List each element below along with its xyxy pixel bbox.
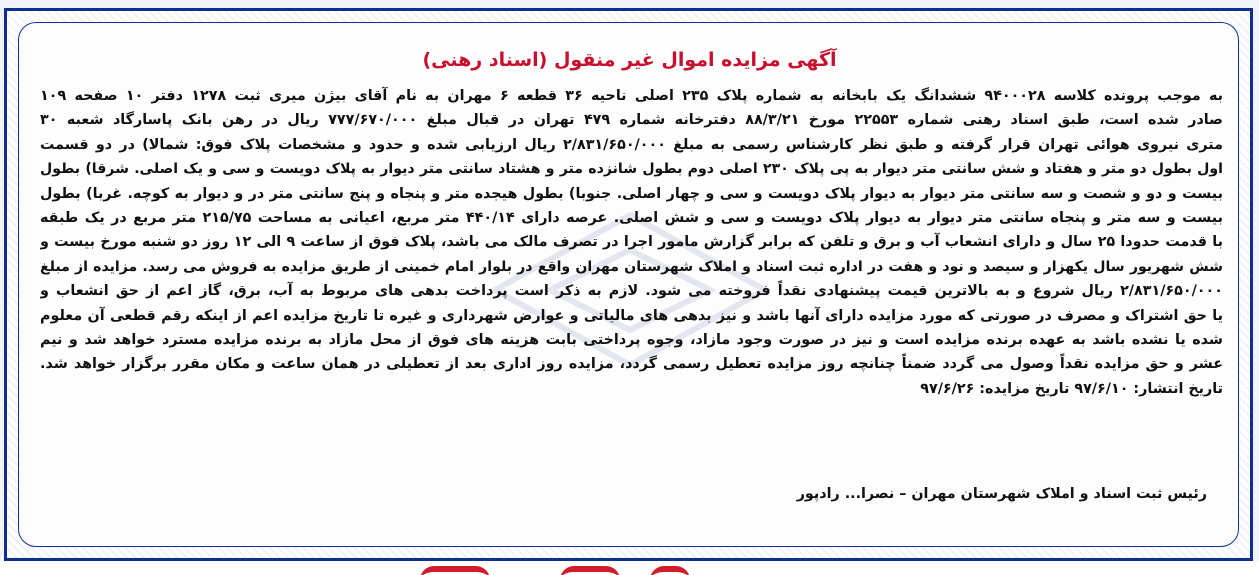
body-line-8: شش شهریور سال یکهزار و سیصد و نود و هفت در اداره ثبت اسناد و املاک شهرستان مهران واقع در بلوار امام خمینی از طریق مزایده به فروش می رسد. مزایده از مبلغ — [40, 258, 1223, 275]
body-line-4: اول بطول دو متر و هفتاد و شش سانتی متر دیوار به پی پلاک ۲۳۰ اصلی دوم بطول شانزده متر و هشتاد سانتی متر دیوار به پلاک دویست و سی و یک اصلی. شرقا) بطول — [40, 161, 1223, 178]
body-line-6: بیست و سه متر و پنجاه سانتی متر دیوار به دیوار پلاک دویست و سی و شش اصلی. عرصه دارای ۴۴۰/۱۴ متر مربع، اعیانی به مساحت ۲۱۵/۷۵ متر مربع در یک طبقه — [40, 209, 1223, 226]
body-line-3: متری نیروی هوائی تهران قرار گرفته و طبق نظر کارشناس رسمی به مبلغ ۲/۸۳۱/۶۵۰/۰۰۰ ریال ارزیابی شده و حدود و مشخصات پلاک فوق: شمالا) در دو قسمت — [40, 136, 1223, 153]
cropped-red-heading-fragment — [420, 566, 490, 575]
signature-line: رئیس ثبت اسناد و املاک شهرستان مهران – نصرا... رادپور — [796, 486, 1207, 502]
bottom-strip — [0, 561, 1259, 575]
notice-title: آگهی مزایده اموال غیر منقول (اسناد رهنی) — [422, 49, 837, 71]
body-line-11: شده یا نشده باشد به عهده برنده مزایده است و نیز در صورت وجود مازاد، وجوه پرداختی بابت هزینه های فوق از محل مازاد به برنده مزایده مسترد خواهد شد و نیم — [40, 331, 1223, 348]
body-line-9: ۲/۸۳۱/۶۵۰/۰۰۰ ریال شروع و به بالاترین قیمت پیشنهادی نقداً فروخته می شود. لازم به ذکر است پرداخت بدهی های مربوط به آب، برق، گاز اعم از حق انشعاب و — [40, 283, 1223, 300]
body-line-10: یا حق اشتراک و مصرف در صورتی که مورد مزایده دارای آنها باشد و نیز بدهی های مالیاتی و عوارض شهرداری و غیره تا تاریخ مزایده اعم از اینکه رقم قطعی آن معلوم — [40, 307, 1223, 324]
body-line-5: بیست و دو و شصت و سه سانتی متر دیوار به دیوار پلاک دویست و سی و چهار اصلی. جنوبا) بطول هیجده متر و پنجاه و پنج سانتی متر در و دیوار به کوچه. غربا) بطول — [40, 185, 1223, 202]
body-line-12: عشر و حق مزایده نقداً وصول می گردد ضمناً چنانچه روز مزایده تعطیل رسمی گردد، مزایده روز اداری بعد از تعطیلی در همان ساعت و مکان مقرر برگزار خواهد شد. — [40, 356, 1223, 373]
cropped-red-heading-fragment — [560, 566, 620, 575]
notice-body — [40, 84, 1223, 401]
publication-and-auction-dates: تاریخ انتشار: ۹۷/۶/۱۰ تاریخ مزایده: ۹۷/۶/۲۶ — [920, 380, 1223, 397]
body-line-7: با قدمت حدودا ۲۵ سال و دارای انشعاب آب و برق و تلفن که برابر گزارش مامور اجرا در تصرف مالک می باشد، پلاک فوق از ساعت ۹ الی ۱۲ روز دو شنبه مورخ بیست و — [40, 234, 1223, 251]
body-line-2: صادر شده است، طبق اسناد رهنی شماره ۲۲۵۵۳ مورخ ۸۸/۳/۲۱ دفترخانه شماره ۴۷۹ تهران در قبال مبلغ ۷۷۷/۶۷۰/۰۰۰ ریال در رهن بانک پاسارگاد شعبه ۳۰ — [40, 112, 1223, 129]
body-line-1: به موجب پرونده کلاسه ۹۴۰۰۰۲۸ ششدانگ یک بابخانه به شماره پلاک ۲۳۵ اصلی ناحیه ۳۶ قطعه ۶ مهران به نام آقای بیژن میری ثبت ۱۲۷۸ دفتر ۱۰ صفحه ۱۰۹ — [40, 88, 1223, 104]
